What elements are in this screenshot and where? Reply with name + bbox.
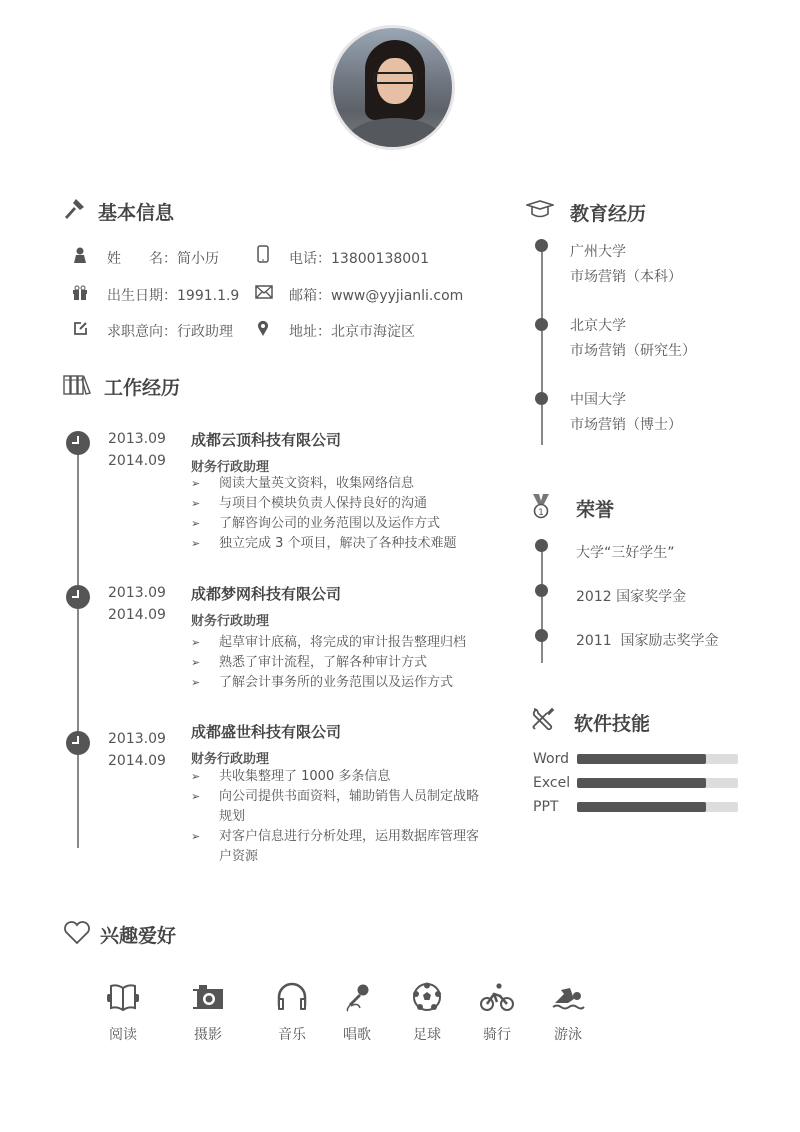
skill-row <box>533 775 738 791</box>
microphone-icon <box>340 982 374 1012</box>
skill-name: Excel <box>533 775 571 791</box>
skill-bar <box>577 802 738 812</box>
skill-bar-fill <box>577 754 706 764</box>
school-name: 广州大学 <box>570 244 626 260</box>
birth-field: 出生日期：1991.1.9 <box>107 288 240 304</box>
honor-item: 2012 国家奖学金 <box>576 589 687 605</box>
book-icon <box>105 982 141 1012</box>
clock-icon <box>66 731 90 755</box>
work-end-date: 2014.09 <box>108 453 166 469</box>
graduation-cap-icon <box>526 200 554 220</box>
skill-bar-fill <box>577 778 706 788</box>
hobby-label: 阅读 <box>109 1027 137 1043</box>
hobby-photography <box>178 982 238 1044</box>
bullet-item: ➢ 对客户信息进行分析处理，运用数据库管理客户资源 <box>191 827 491 867</box>
work-start-date: 2013.09 <box>108 731 166 747</box>
section-title-work: 工作经历 <box>104 377 181 399</box>
work-timeline-line <box>77 440 79 848</box>
hobby-label: 摄影 <box>194 1027 222 1043</box>
skill-bar <box>577 778 738 788</box>
section-title-hobbies: 兴趣爱好 <box>100 925 177 947</box>
bullet-item: ➢ 阅读大量英文资料，收集网络信息 <box>191 474 491 494</box>
camera-icon <box>191 982 225 1012</box>
person-icon <box>73 247 87 263</box>
timeline-dot <box>535 584 548 597</box>
clock-icon <box>66 585 90 609</box>
hobby-label: 足球 <box>413 1027 441 1043</box>
work-bullets <box>191 633 491 693</box>
skill-row <box>533 799 738 815</box>
section-title-education: 教育经历 <box>570 203 647 225</box>
clock-icon <box>66 431 90 455</box>
work-end-date: 2014.09 <box>108 607 166 623</box>
hobby-reading <box>93 982 153 1044</box>
job-role: 财务行政助理 <box>191 614 270 629</box>
phone-icon <box>257 245 269 263</box>
major-degree: 市场营销（本科） <box>570 269 682 285</box>
avatar-photo <box>330 25 455 150</box>
hobby-soccer <box>397 982 457 1044</box>
school-name: 北京大学 <box>570 318 626 334</box>
work-bullets <box>191 474 491 554</box>
timeline-dot <box>535 239 548 252</box>
work-start-date: 2013.09 <box>108 585 166 601</box>
intent-field: 求职意向：行政助理 <box>107 324 233 340</box>
bullet-item: ➢ 起草审计底稿，将完成的审计报告整理归档 <box>191 633 491 653</box>
gift-icon <box>72 285 88 300</box>
hobby-label: 游泳 <box>554 1027 582 1043</box>
work-bullets <box>191 767 491 867</box>
skill-row <box>533 751 738 767</box>
binders-icon <box>63 374 91 396</box>
hobby-singing <box>327 982 387 1044</box>
timeline-dot <box>535 539 548 552</box>
section-title-honors: 荣誉 <box>576 499 615 521</box>
envelope-icon <box>255 285 273 299</box>
name-field: 姓 名：简小历 <box>107 251 219 267</box>
school-name: 中国大学 <box>570 392 626 408</box>
bullet-item: ➢ 了解会计事务所的业务范围以及运作方式 <box>191 673 491 693</box>
work-start-date: 2013.09 <box>108 431 166 447</box>
bullet-item: ➢ 共收集整理了 1000 多条信息 <box>191 767 491 787</box>
bullet-item: ➢ 向公司提供书面资料，辅助销售人员制定战略规划 <box>191 787 491 827</box>
swimming-icon <box>550 982 586 1012</box>
skill-name: Word <box>533 751 569 767</box>
hobby-swimming <box>538 982 598 1044</box>
email-field: 邮箱：www@yyjianli.com <box>289 288 464 304</box>
location-pin-icon <box>257 320 269 337</box>
timeline-dot <box>535 392 548 405</box>
skill-name: PPT <box>533 799 559 815</box>
address-field: 地址：北京市海淀区 <box>289 324 415 340</box>
tools-icon <box>530 706 556 732</box>
svg-text:1: 1 <box>538 508 544 518</box>
job-role: 财务行政助理 <box>191 460 270 475</box>
heart-icon <box>63 921 91 945</box>
medal-icon <box>531 493 551 519</box>
headphones-icon <box>275 982 309 1012</box>
honor-item: 大学“三好学生” <box>576 545 675 561</box>
edit-icon <box>73 321 88 336</box>
major-degree: 市场营销（博士） <box>570 417 682 433</box>
section-title-basic-info: 基本信息 <box>98 202 175 224</box>
education-timeline-line <box>541 245 543 445</box>
hobby-cycling <box>467 982 527 1044</box>
bullet-item: ➢ 了解咨询公司的业务范围以及运作方式 <box>191 514 491 534</box>
hammer-icon <box>62 197 86 221</box>
job-role: 财务行政助理 <box>191 752 270 767</box>
honors-timeline-line <box>541 545 543 663</box>
hobby-music <box>262 982 322 1044</box>
bullet-item: ➢ 与项目个模块负责人保持良好的沟通 <box>191 494 491 514</box>
bullet-item: ➢ 熟悉了审计流程，了解各种审计方式 <box>191 653 491 673</box>
skill-bar <box>577 754 738 764</box>
soccer-ball-icon <box>410 982 444 1012</box>
skill-bar-fill <box>577 802 706 812</box>
hobby-label: 骑行 <box>483 1027 511 1043</box>
section-title-skills: 软件技能 <box>574 713 651 735</box>
work-end-date: 2014.09 <box>108 753 166 769</box>
timeline-dot <box>535 629 548 642</box>
company-name: 成都梦网科技有限公司 <box>191 585 342 603</box>
company-name: 成都云顶科技有限公司 <box>191 431 342 449</box>
honor-item: 2011 国家励志奖学金 <box>576 633 719 649</box>
major-degree: 市场营销（研究生） <box>570 343 696 359</box>
bullet-item: ➢ 独立完成 3 个项目，解决了各种技术难题 <box>191 534 491 554</box>
timeline-dot <box>535 318 548 331</box>
hobby-label: 音乐 <box>278 1027 306 1043</box>
cycling-icon <box>479 982 515 1012</box>
phone-field: 电话：13800138001 <box>289 251 429 267</box>
hobby-label: 唱歌 <box>343 1027 371 1043</box>
company-name: 成都盛世科技有限公司 <box>191 723 342 741</box>
